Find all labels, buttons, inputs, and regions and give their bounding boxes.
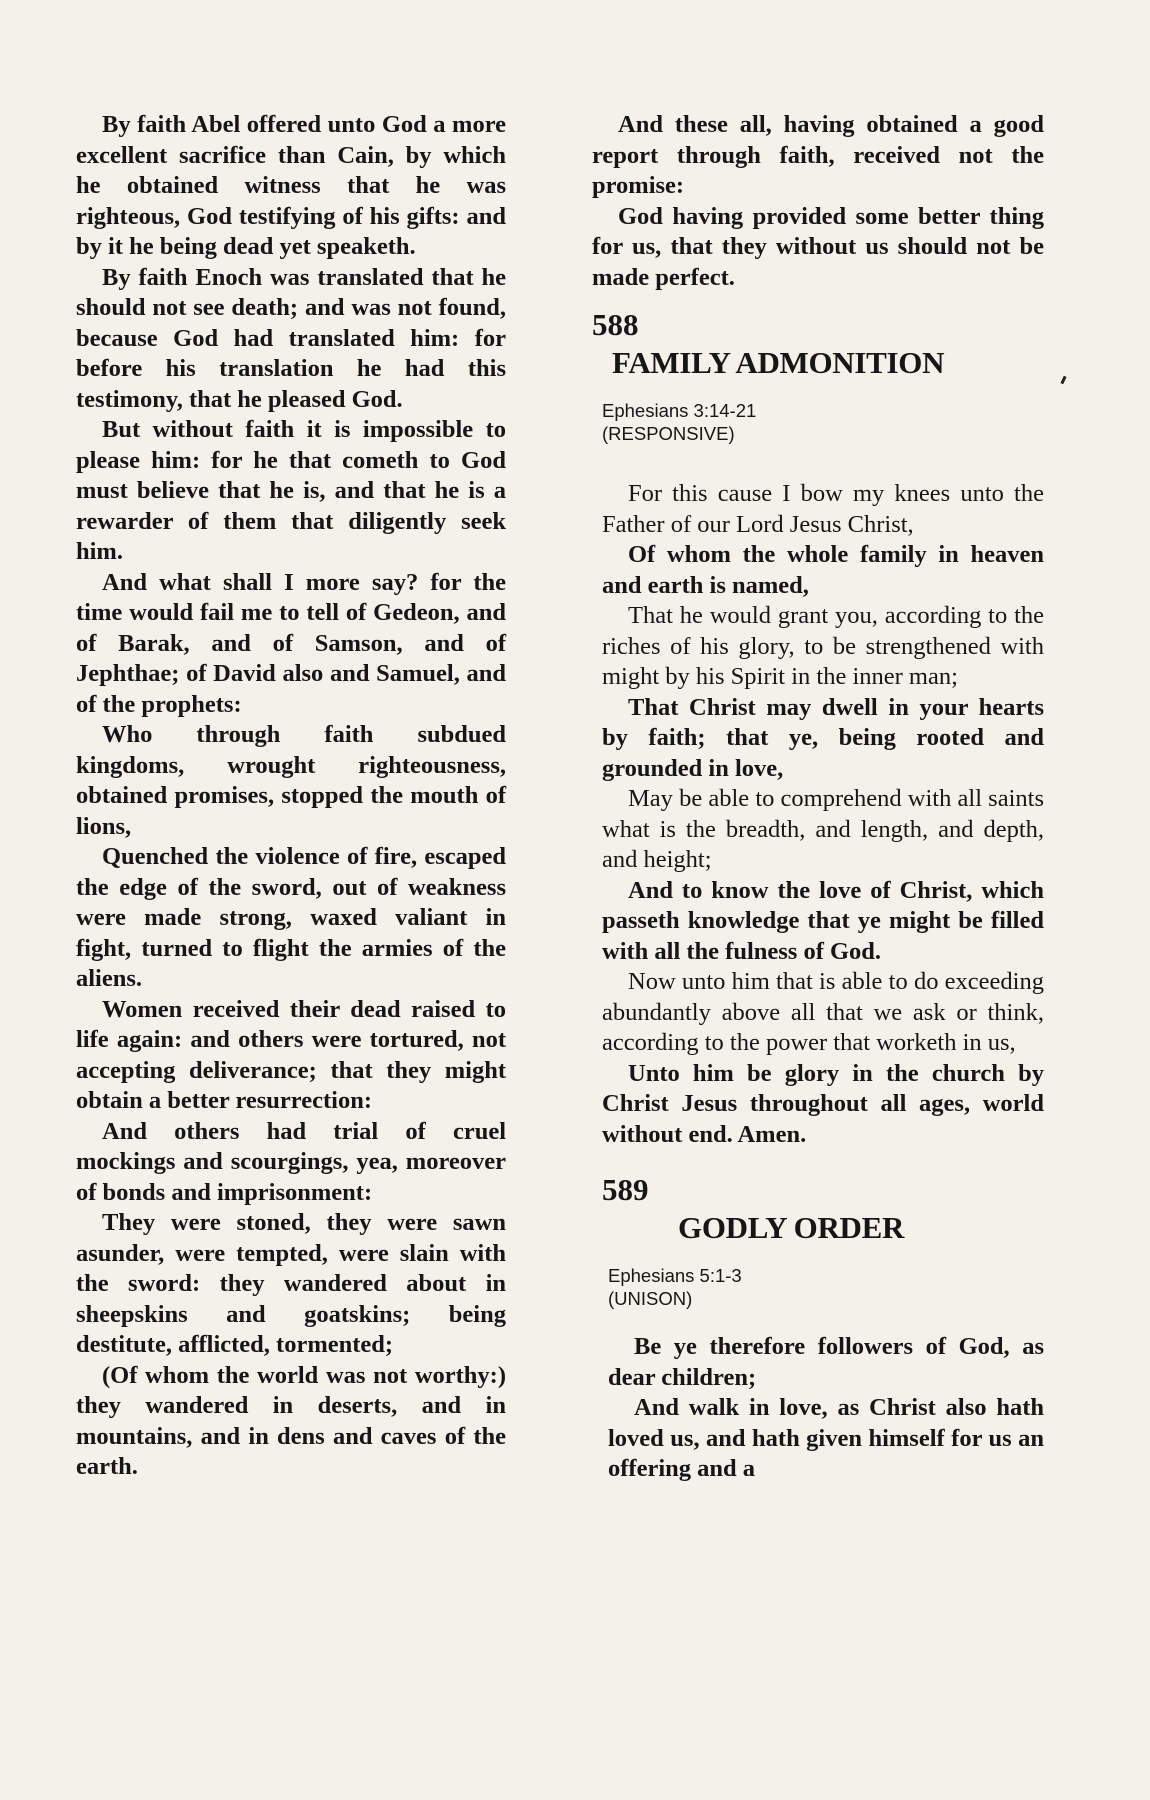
verse-paragraph: God having provided some better thing for us, that they without us should not be made perfect. <box>592 202 1044 291</box>
verse-paragraph: Women received their dead raised to life again: and others were tortured, not accepting deliverance; that they might obtain a better resurrection: <box>76 995 506 1114</box>
reading-number: 589 <box>602 1172 649 1207</box>
left-column <box>76 110 506 1483</box>
reading-title: GODLY ORDER <box>678 1210 905 1245</box>
verse-paragraph: By faith Enoch was translated that he should not see death; and was not found, because God had translated him: for before his translation he had this testimony, that he pleased God. <box>76 263 506 413</box>
leader-verse: May be able to comprehend with all saints what is the breadth, and length, and depth, and height; <box>602 785 1044 873</box>
response-verse: Unto him be glory in the church by Christ Jesus throughout all ages, world without end. Amen. <box>602 1059 1044 1148</box>
verse-paragraph: And what shall I more say? for the time would fail me to tell of Gedeon, and of Barak, and of Samson, and of Jephthae; of David also and Samuel, and of the prophets: <box>76 568 506 718</box>
reading-588 <box>592 307 1044 1150</box>
leader-verse: For this cause I bow my knees unto the Father of our Lord Jesus Christ, <box>602 480 1044 538</box>
verse-paragraph: Be ye therefore followers of God, as dear children; <box>608 1333 1044 1391</box>
response-verse: That Christ may dwell in your hearts by faith; that ye, being rooted and grounded in love, <box>602 693 1044 782</box>
reading-mode: (RESPONSIVE) <box>602 423 735 444</box>
verse-paragraph: Who through faith subdued kingdoms, wrought righteousness, obtained promises, stopped the mouth of lions, <box>76 721 506 840</box>
verse-paragraph: But without faith it is impossible to please him: for he that cometh to God must believe that he is, and that he is a rewarder of them that diligently seek him. <box>76 416 506 565</box>
verse-paragraph: And these all, having obtained a good report through faith, received not the promise: <box>592 111 1044 199</box>
print-speck <box>1060 376 1066 385</box>
verse-paragraph: (Of whom the world was not worthy:) they wandered in deserts, and in mountains, and in dens and caves of the earth. <box>76 1361 506 1480</box>
verse-paragraph: And walk in love, as Christ also hath loved us, and hath given himself for us an offering and a <box>608 1394 1044 1482</box>
verse-paragraph: Quenched the violence of fire, escaped the edge of the sword, out of weakness were made strong, waxed valiant in fight, turned to flight the armies of the aliens. <box>76 843 506 992</box>
scripture-reference: Ephesians 5:1-3 <box>608 1265 742 1286</box>
reading-589 <box>592 1172 1044 1485</box>
verse-paragraph: They were stoned, they were sawn asunder, were tempted, were slain with the sword: they wandered about in sheepskins and goatskins; being destitute, afflicted, tormented; <box>76 1209 506 1358</box>
scripture-reference: Ephesians 3:14-21 <box>602 400 757 421</box>
response-verse: Of whom the whole family in heaven and earth is named, <box>602 541 1044 599</box>
leader-verse: That he would grant you, according to the riches of his glory, to be strengthened with might by his Spirit in the inner man; <box>602 602 1044 690</box>
reading-mode: (UNISON) <box>608 1288 693 1309</box>
leader-verse: Now unto him that is able to do exceeding abundantly above all that we ask or think, according to the power that worketh in us, <box>602 968 1044 1056</box>
right-column <box>592 110 1044 1485</box>
verse-paragraph: And others had trial of cruel mockings and scourgings, yea, moreover of bonds and imprisonment: <box>76 1117 506 1206</box>
verse-paragraph: By faith Abel offered unto God a more excellent sacrifice than Cain, by which he obtained witness that he was righteous, God testifying of his gifts: and by it he being dead yet speaketh. <box>76 111 506 260</box>
reading-number: 588 <box>592 307 639 342</box>
response-verse: And to know the love of Christ, which passeth knowledge that ye might be filled with all the fulness of God. <box>602 876 1044 965</box>
reading-title: FAMILY ADMONITION <box>612 345 945 380</box>
